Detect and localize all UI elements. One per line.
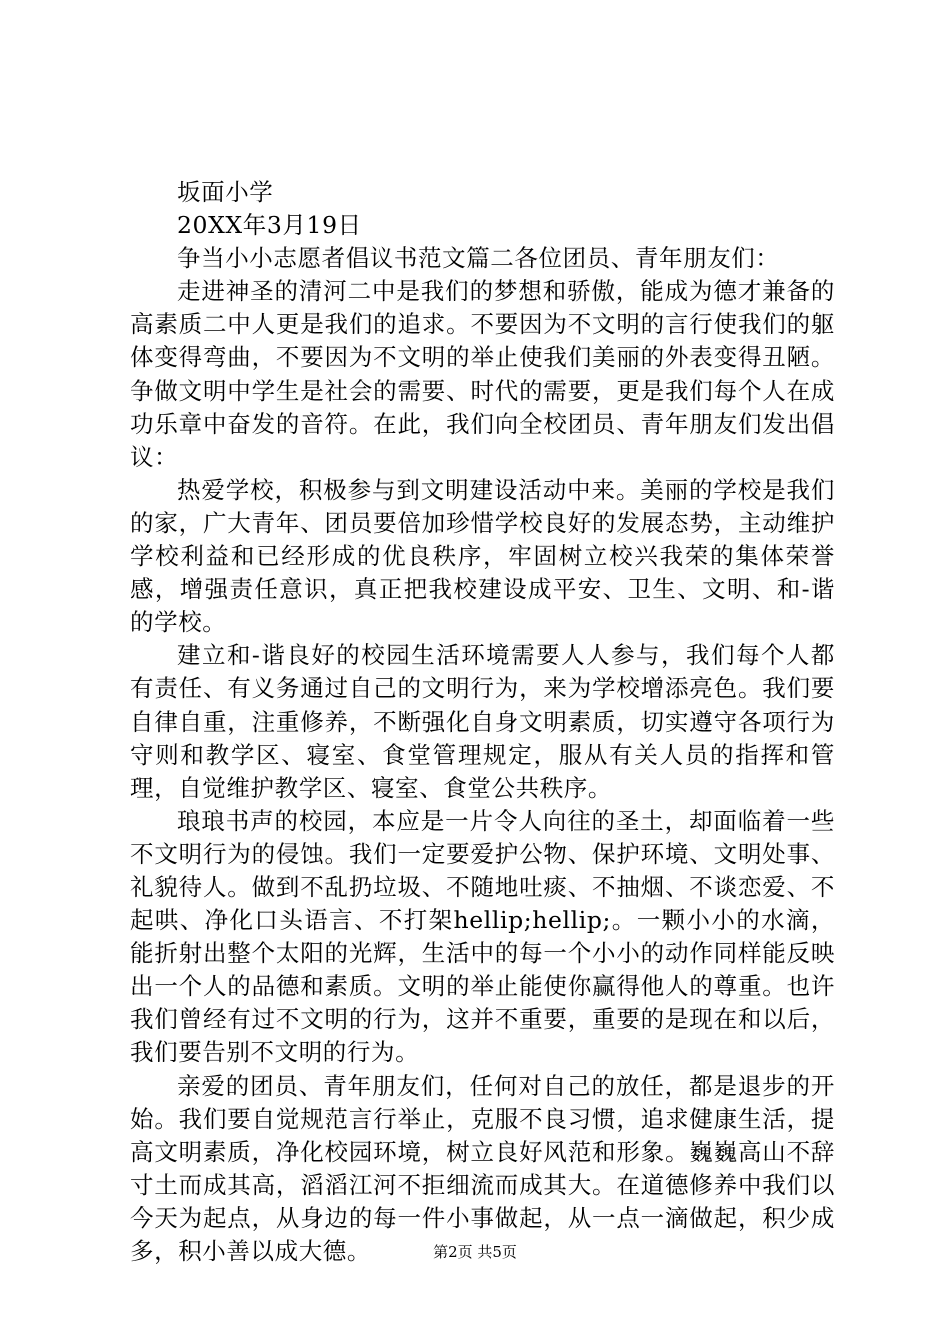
paragraph: 走进神圣的清河二中是我们的梦想和骄傲，能成为德才兼备的高素质二中人更是我们的追求。不要因为不文明的言行使我们的躯体变得弯曲，不要因为不文明的举止使我们美丽的外表变得丑陋。争做文明中学生是社会的需要、时代的需要，更是我们每个人在成功乐章中奋发的音符。在此，我们向全校团员、青年朋友们发出倡议： [130, 277, 835, 471]
paragraph: 热爱学校，积极参与到文明建设活动中来。美丽的学校是我们的家，广大青年、团员要倍加珍惜学校良好的发展态势，主动维护学校利益和已经形成的优良秩序，牢固树立校兴我荣的集体荣誉感，增强责任意识，真正把我校建设成平安、卫生、文明、和-谐的学校。 [130, 475, 835, 637]
document-body [130, 176, 835, 1268]
paragraph: 建立和-谐良好的校园生活环境需要人人参与，我们每个人都有责任、有义务通过自己的文明行为，来为学校增添亮色。我们要自律自重，注重修养，不断强化自身文明素质，切实遵守各项行为守则和教学区、寝室、食堂管理规定，服从有关人员的指挥和管理，自觉维护教学区、寝室、食堂公共秩序。 [130, 641, 835, 802]
paragraph: 亲爱的团员、青年朋友们，任何对自己的放任，都是退步的开始。我们要自觉规范言行举止，克服不良习惯，追求健康生活，提高文明素质，净化校园环境，树立良好风范和形象。巍巍高山不辞寸土而成其高，滔滔江河不拒细流而成其大。在道德修养中我们以今天为起点，从身边的每一件小事做起，从一点一滴做起，积少成多，积小善以成大德。 [130, 1071, 835, 1265]
school-name: 坂面小学 [177, 178, 274, 206]
paragraph: 琅琅书声的校园，本应是一片令人向往的圣土，却面临着一些不文明行为的侵蚀。我们一定要爱护公物、保护环境、文明处事、礼貌待人。做到不乱扔垃圾、不随地吐痰、不抽烟、不谈恋爱、不起哄、净化口头语言、不打架hellip;hellip;。一颗小小的水滴，能折射出整个太阳的光辉，生活中的每一个小小的动作同样能反映出一个人的品德和素质。文明的举止能使你赢得他人的尊重。也许我们曾经有过不文明的行为，这并不重要，重要的是现在和以后，我们要告别不文明的行为。 [130, 806, 835, 1067]
page-footer: 第2页 共5页 [433, 1243, 517, 1261]
document-date: 20XX年3月19日 [177, 211, 362, 240]
paragraph-heading: 争当小小志愿者倡议书范文篇二各位团员、青年朋友们： [177, 244, 780, 273]
